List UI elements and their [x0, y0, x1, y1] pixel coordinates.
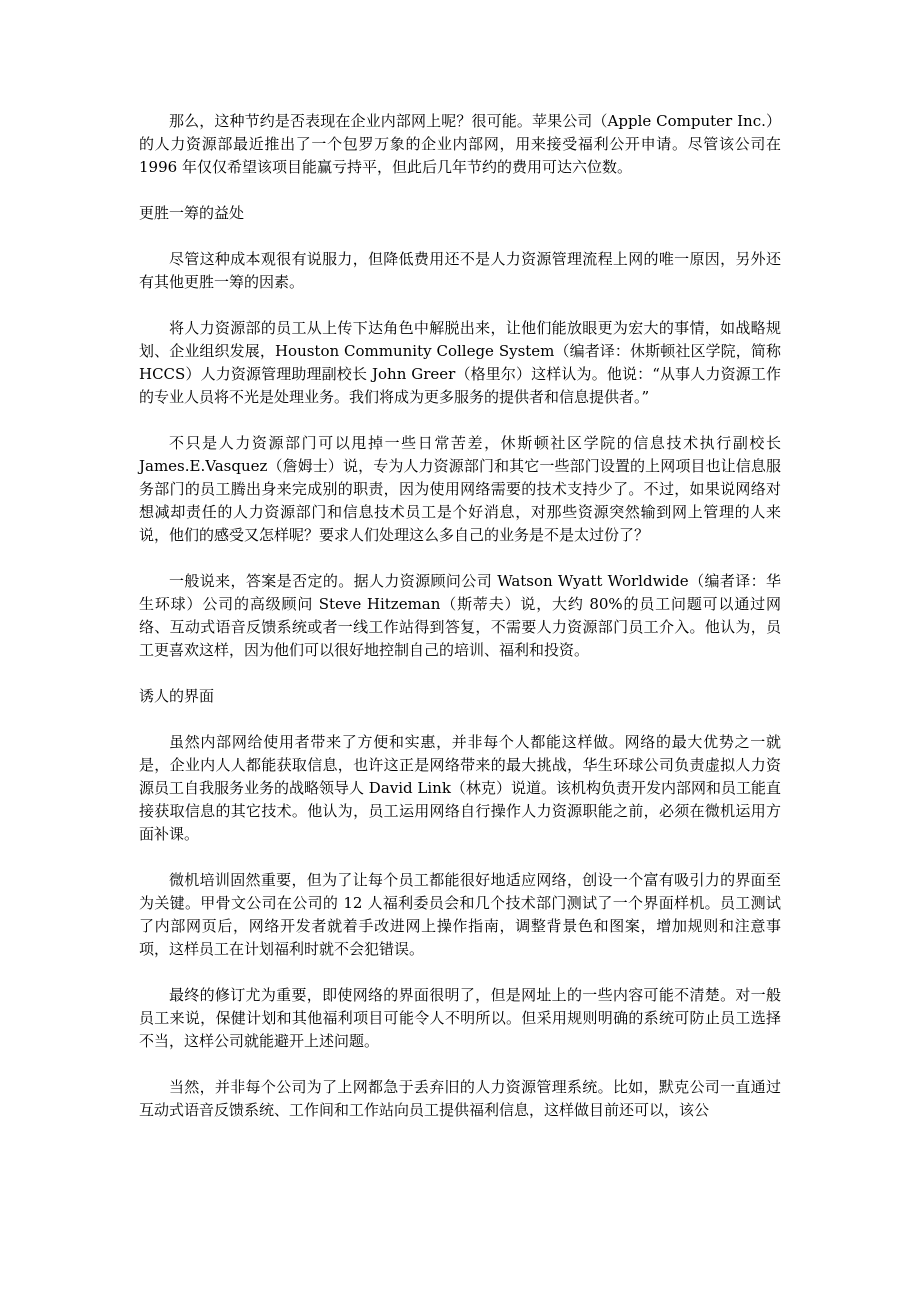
paragraph-vasquez: 不只是人力资源部门可以甩掉一些日常苦差，休斯顿社区学院的信息技术执行副校长 James.E.Vasquez（詹姆士）说，专为人力资源部门和其它一些部门设置的上网项目也让信息服务部门的员工腾出身来完成别的职责，因为使用网络需要的技术支持少了。不过，如果说网络对想减却责任的人力资源部门和信息技术员工是个好消息，对那些资源突然输到网上管理的人来说，他们的感受又怎样呢？要求人们处理这么多自己的业务是不是太过份了？	[139, 434, 781, 544]
paragraph-apple-intranet: 那么，这种节约是否表现在企业内部网上呢？很可能。苹果公司（Apple Computer Inc.）的人力资源部最近推出了一个包罗万象的企业内部网，用来接受福利公开申请。尽管该公司在 1996 年仅仅希望该项目能赢亏持平，但此后几年节约的费用可达六位数。	[139, 112, 781, 176]
paragraph-final-revision: 最终的修订尤为重要，即使网络的界面很明了，但是网址上的一些内容可能不清楚。对一般员工来说，保健计划和其他福利项目可能令人不明所以。但采用规则明确的系统可防止员工选择不当，这样公司就能避开上述问题。	[139, 986, 781, 1050]
paragraph-hccs-greer: 将人力资源部的员工从上传下达角色中解脱出来，让他们能放眼更为宏大的事情，如战略规划、企业组织发展，Houston Community College System（编者译：休斯顿社区学院，简称 HCCS）人力资源管理助理副校长 John Greer（格里尔）这样认为。他说：“从事人力资源工作的专业人员将不光是处理业务。我们将成为更多服务的提供者和信息提供者。”	[139, 319, 781, 406]
paragraph-merck: 当然，并非每个公司为了上网都急于丢弃旧的人力资源管理系统。比如，默克公司一直通过互动式语音反馈系统、工作间和工作站向员工提供福利信息，这样做目前还可以，该公	[139, 1078, 781, 1119]
document-page	[139, 110, 781, 1145]
paragraph-david-link: 虽然内部网给使用者带来了方便和实惠，并非每个人都能这样做。网络的最大优势之一就是，企业内人人都能获取信息，也许这正是网络带来的最大挑战，华生环球公司负责虚拟人力资源员工自我服务业务的战略领导人 David Link（林克）说道。该机构负责开发内部网和员工能直接获取信息的其它技术。他认为，员工运用网络自行操作人力资源职能之前，必须在微机运用方面补课。	[139, 733, 781, 843]
paragraph-watson-wyatt: 一般说来，答案是否定的。据人力资源顾问公司 Watson Wyatt Worldwide（编者译：华生环球）公司的高级顾问 Steve Hitzeman（斯蒂夫）说，大约 80%的员工问题可以通过网络、互动式语音反馈系统或者一线工作站得到答复，不需要人力资源部门员工介入。他认为，员工更喜欢这样，因为他们可以很好地控制自己的培训、福利和投资。	[139, 572, 781, 659]
section-heading-interface: 诱人的界面	[139, 687, 215, 705]
paragraph-cost-view: 尽管这种成本观很有说服力，但降低费用还不是人力资源管理流程上网的唯一原因，另外还有其他更胜一筹的因素。	[139, 250, 781, 291]
paragraph-oracle-prototype: 微机培训固然重要，但为了让每个员工都能很好地适应网络，创设一个富有吸引力的界面至为关键。甲骨文公司在公司的 12 人福利委员会和几个技术部门测试了一个界面样机。员工测试了内部网页后，网络开发者就着手改进网上操作指南，调整背景色和图案，增加规则和注意事项，这样员工在计划福利时就不会犯错误。	[139, 871, 781, 958]
section-heading-benefits: 更胜一筹的益处	[139, 204, 245, 222]
